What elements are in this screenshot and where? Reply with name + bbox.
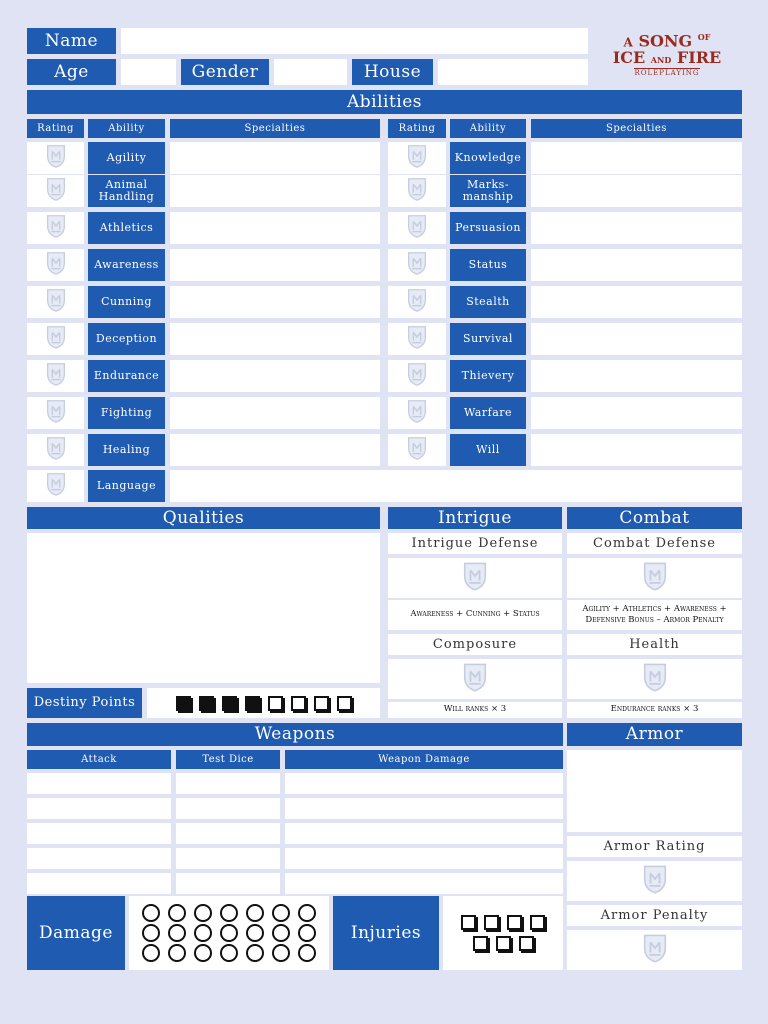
injuries-track[interactable] [443, 896, 563, 970]
ability-name: Stealth [450, 286, 526, 318]
damage-circle[interactable] [194, 924, 212, 942]
crest-icon [405, 361, 429, 391]
specialties-field[interactable] [531, 397, 742, 429]
health-label: Health [567, 634, 742, 655]
specialties-field[interactable] [170, 323, 380, 355]
crest-icon [405, 435, 429, 465]
damage-circle[interactable] [194, 944, 212, 962]
age-label: Age [27, 59, 116, 85]
ability-rating-field[interactable] [388, 323, 446, 355]
ability-rating-field[interactable] [388, 142, 446, 174]
crest-icon [461, 560, 489, 596]
injury-box[interactable] [507, 915, 522, 930]
specialties-field[interactable] [531, 323, 742, 355]
injury-box[interactable] [519, 936, 534, 951]
destiny-point-box[interactable] [199, 696, 214, 711]
armor-penalty-label: Armor Penalty [567, 905, 742, 926]
ability-name: Awareness [88, 249, 165, 281]
logo-ice: ICE [612, 47, 646, 67]
logo-roleplaying: ROLEPLAYING [634, 68, 700, 77]
ability-col-header-left: Ability [88, 119, 165, 138]
ability-name: Endurance [88, 360, 165, 392]
ability-rating-field[interactable] [27, 175, 84, 207]
crest-icon [641, 560, 669, 596]
ability-name: Will [450, 434, 526, 466]
combat-defense-formula-line1: Agility + Athletics + Awareness + [582, 603, 727, 614]
damage-circle[interactable] [272, 904, 290, 922]
test-dice-cell[interactable] [176, 773, 280, 794]
ability-rating-field[interactable] [388, 249, 446, 281]
specialties-field[interactable] [170, 249, 380, 281]
test-dice-col-header: Test Dice [176, 750, 280, 769]
injury-box[interactable] [496, 936, 511, 951]
crest-icon [44, 324, 68, 354]
weapon-damage-cell[interactable] [285, 873, 563, 894]
logo-of: OF [697, 32, 711, 43]
specialties-col-header-right: Specialties [531, 119, 742, 138]
ability-rating-field[interactable] [388, 360, 446, 392]
ability-name: Thievery [450, 360, 526, 392]
ability-rating-field[interactable] [27, 470, 84, 502]
weapon-damage-col-header: Weapon Damage [285, 750, 563, 769]
specialties-field[interactable] [531, 212, 742, 244]
attack-col-header: Attack [27, 750, 171, 769]
specialties-field[interactable] [531, 360, 742, 392]
crest-icon [44, 176, 68, 206]
damage-circle[interactable] [168, 944, 186, 962]
ability-name: Survival [450, 323, 526, 355]
specialties-field[interactable] [170, 286, 380, 318]
crest-icon [44, 287, 68, 317]
weapon-damage-cell[interactable] [285, 823, 563, 844]
damage-circle[interactable] [298, 924, 316, 942]
armor-header: Armor [567, 723, 742, 746]
ability-name: Knowledge [450, 142, 526, 174]
combat-defense-value[interactable] [567, 558, 742, 598]
ability-name: Status [450, 249, 526, 281]
ability-rating-field[interactable] [388, 397, 446, 429]
intrigue-header: Intrigue [388, 507, 562, 529]
combat-defense-formula [567, 600, 742, 630]
damage-circle[interactable] [220, 904, 238, 922]
weapon-damage-cell[interactable] [285, 848, 563, 869]
crest-icon [44, 435, 68, 465]
injuries-label: Injuries [333, 896, 439, 970]
crest-icon [641, 863, 669, 899]
rating-col-header-right: Rating [388, 119, 446, 138]
test-dice-cell[interactable] [176, 823, 280, 844]
ability-rating-field[interactable] [27, 286, 84, 318]
house-field[interactable] [438, 59, 588, 85]
composure-value[interactable] [388, 659, 562, 699]
damage-circle[interactable] [168, 924, 186, 942]
specialties-field[interactable] [531, 249, 742, 281]
health-value[interactable] [567, 659, 742, 699]
qualities-header: Qualities [27, 507, 380, 529]
crest-icon [405, 176, 429, 206]
destiny-point-box[interactable] [291, 696, 306, 711]
ability-rating-field[interactable] [27, 142, 84, 174]
armor-penalty-value[interactable] [567, 930, 742, 970]
damage-circle[interactable] [272, 924, 290, 942]
armor-rating-label: Armor Rating [567, 836, 742, 857]
damage-circle[interactable] [194, 904, 212, 922]
ability-name: Persuasion [450, 212, 526, 244]
weapons-header: Weapons [27, 723, 563, 746]
ability-name: Marks-manship [450, 175, 526, 207]
crest-icon [641, 932, 669, 968]
ability-rating-field[interactable] [27, 323, 84, 355]
weapon-damage-cell[interactable] [285, 798, 563, 819]
logo-a: A [623, 35, 633, 50]
intrigue-defense-value[interactable] [388, 558, 562, 598]
damage-circle[interactable] [142, 924, 160, 942]
ability-name: Warfare [450, 397, 526, 429]
ability-name: Agility [88, 142, 165, 174]
specialties-field[interactable] [531, 286, 742, 318]
damage-circle[interactable] [142, 904, 160, 922]
destiny-point-box[interactable] [268, 696, 283, 711]
ability-name: Deception [88, 323, 165, 355]
ability-rating-field[interactable] [27, 212, 84, 244]
damage-circle[interactable] [246, 924, 264, 942]
game-logo [596, 24, 738, 86]
crest-icon [44, 361, 68, 391]
damage-circle[interactable] [220, 944, 238, 962]
name-field[interactable] [121, 28, 588, 54]
destiny-point-box[interactable] [337, 696, 352, 711]
ability-rating-field[interactable] [388, 212, 446, 244]
ability-rating-field[interactable] [27, 360, 84, 392]
ability-rating-field[interactable] [27, 434, 84, 466]
attack-cell[interactable] [27, 823, 171, 844]
ability-rating-field[interactable] [388, 434, 446, 466]
crest-icon [405, 398, 429, 428]
attack-cell[interactable] [27, 798, 171, 819]
specialties-field[interactable] [170, 142, 380, 174]
house-label: House [352, 59, 433, 85]
ability-col-header-right: Ability [450, 119, 526, 138]
crest-icon [405, 213, 429, 243]
specialties-field[interactable] [170, 360, 380, 392]
combat-header: Combat [567, 507, 742, 529]
injury-box[interactable] [461, 915, 476, 930]
crest-icon [44, 143, 68, 173]
destiny-point-box[interactable] [245, 696, 260, 711]
injury-box[interactable] [484, 915, 499, 930]
damage-track[interactable] [129, 896, 329, 970]
ability-name: Cunning [88, 286, 165, 318]
damage-circle[interactable] [246, 904, 264, 922]
attack-cell[interactable] [27, 848, 171, 869]
crest-icon [44, 398, 68, 428]
logo-fire: FIRE [676, 47, 722, 67]
crest-icon [405, 324, 429, 354]
damage-circle[interactable] [298, 944, 316, 962]
test-dice-cell[interactable] [176, 873, 280, 894]
armor-rating-value[interactable] [567, 861, 742, 901]
destiny-points-track[interactable] [147, 688, 380, 718]
attack-cell[interactable] [27, 873, 171, 894]
ability-rating-field[interactable] [27, 249, 84, 281]
specialties-field[interactable] [170, 470, 742, 502]
name-label: Name [27, 28, 116, 54]
damage-circle[interactable] [272, 944, 290, 962]
destiny-points-label: Destiny Points [27, 688, 142, 718]
specialties-field[interactable] [170, 397, 380, 429]
damage-circle[interactable] [168, 904, 186, 922]
intrigue-defense-label: Intrigue Defense [388, 533, 562, 554]
destiny-point-box[interactable] [176, 696, 191, 711]
combat-defense-label: Combat Defense [567, 533, 742, 554]
ability-rating-field[interactable] [27, 397, 84, 429]
composure-label: Composure [388, 634, 562, 655]
crest-icon [405, 143, 429, 173]
armor-description-field[interactable] [567, 750, 742, 832]
ability-rating-field[interactable] [388, 175, 446, 207]
combat-defense-formula-line2: Defensive Bonus – Armor Penalty [585, 615, 724, 625]
crest-icon [44, 250, 68, 280]
abilities-header: Abilities [27, 90, 742, 114]
damage-circle[interactable] [142, 944, 160, 962]
specialties-col-header-left: Specialties [170, 119, 380, 138]
test-dice-cell[interactable] [176, 798, 280, 819]
ability-name: Athletics [88, 212, 165, 244]
gender-field[interactable] [274, 59, 347, 85]
logo-and: AND [650, 54, 672, 65]
crest-icon [461, 661, 489, 697]
damage-circle[interactable] [220, 924, 238, 942]
weapon-damage-cell[interactable] [285, 773, 563, 794]
ability-name: Healing [88, 434, 165, 466]
specialties-field[interactable] [531, 434, 742, 466]
specialties-field[interactable] [170, 434, 380, 466]
crest-icon [405, 287, 429, 317]
damage-circle[interactable] [298, 904, 316, 922]
rating-col-header-left: Rating [27, 119, 84, 138]
crest-icon [44, 213, 68, 243]
test-dice-cell[interactable] [176, 848, 280, 869]
ability-name: Language [88, 470, 165, 502]
health-formula: Endurance ranks × 3 [567, 702, 742, 718]
specialties-field[interactable] [531, 175, 742, 207]
crest-icon [405, 250, 429, 280]
crest-icon [44, 471, 68, 501]
composure-formula: Will ranks × 3 [388, 702, 562, 718]
destiny-point-box[interactable] [314, 696, 329, 711]
specialties-field[interactable] [170, 212, 380, 244]
damage-circle[interactable] [246, 944, 264, 962]
ability-name: Animal Handling [88, 175, 165, 207]
logo-song: SONG [638, 31, 693, 51]
specialties-field[interactable] [531, 142, 742, 174]
attack-cell[interactable] [27, 773, 171, 794]
specialties-field[interactable] [170, 175, 380, 207]
injury-box[interactable] [473, 936, 488, 951]
injury-box[interactable] [530, 915, 545, 930]
age-field[interactable] [121, 59, 176, 85]
crest-icon [641, 661, 669, 697]
ability-rating-field[interactable] [388, 286, 446, 318]
damage-label: Damage [27, 896, 125, 970]
ability-name: Fighting [88, 397, 165, 429]
destiny-point-box[interactable] [222, 696, 237, 711]
intrigue-defense-formula: Awareness + Cunning + Status [388, 600, 562, 630]
qualities-field[interactable] [27, 533, 380, 683]
gender-label: Gender [181, 59, 269, 85]
